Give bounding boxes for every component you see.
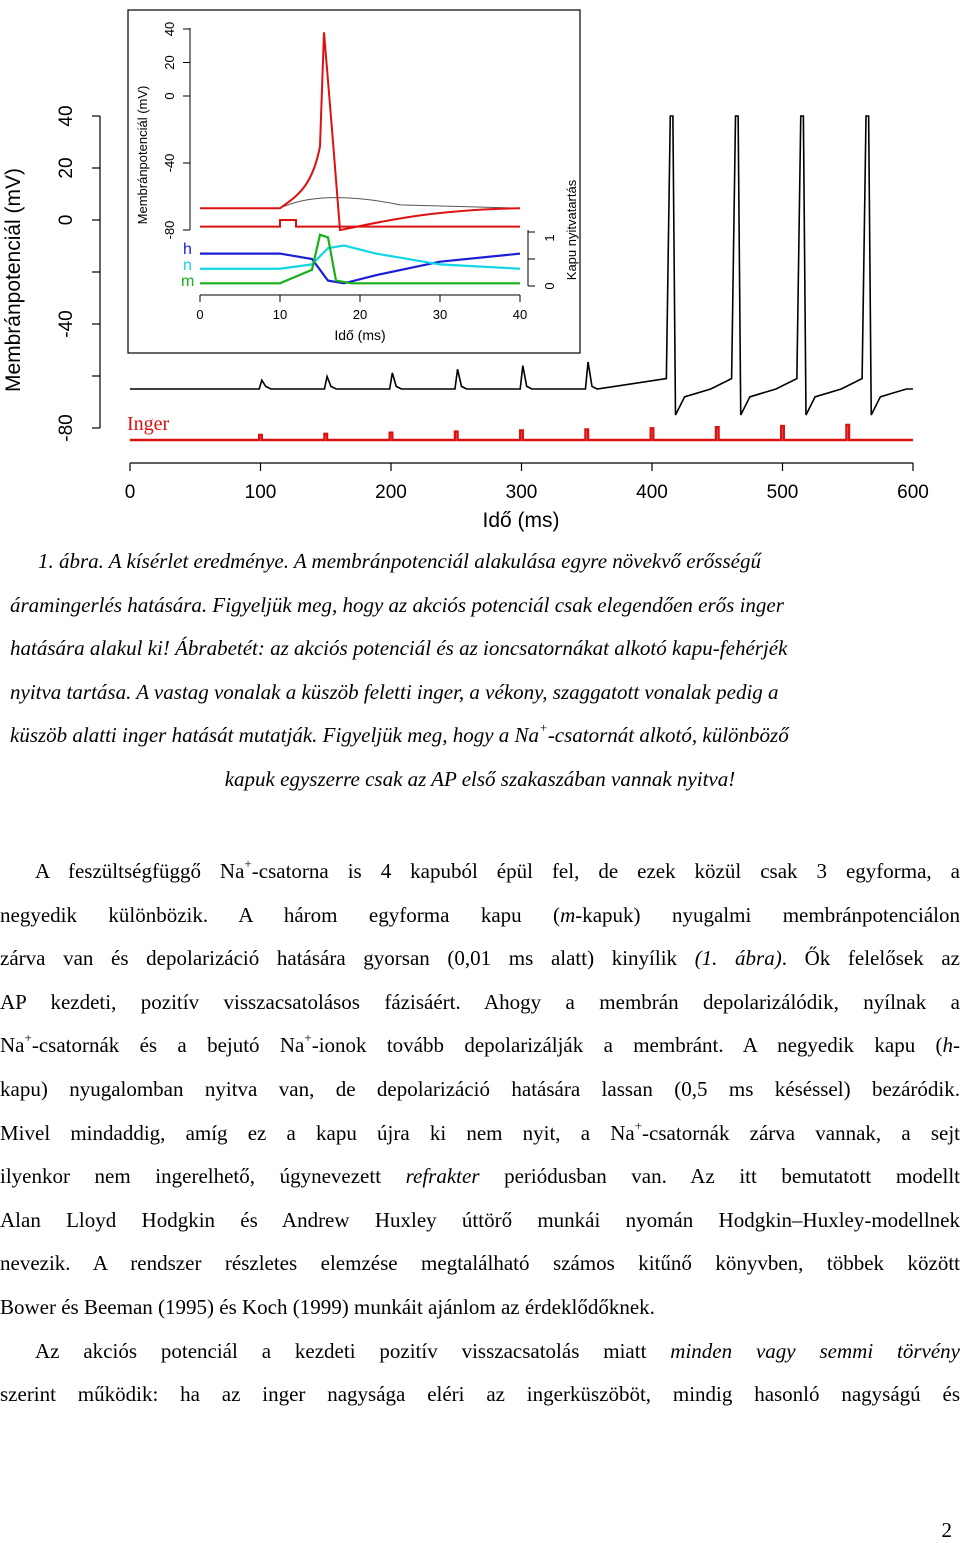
gate-label-m: m	[181, 273, 194, 290]
stimulus-label: Inger	[127, 413, 170, 435]
para1-line-7	[0, 1112, 960, 1156]
caption-line-1: 1. ábra. A kísérlet eredménye. A membránpotenciál alakulása egyre növekvő erősségű	[0, 540, 960, 584]
inset-chart	[128, 10, 580, 353]
main-x-tick-label: 300	[506, 482, 538, 503]
inset-x-tick-label: 20	[353, 307, 367, 322]
gate-label-n: n	[183, 257, 192, 274]
gate-label-h: h	[183, 241, 192, 258]
caption-sup-plus: +	[539, 720, 548, 735]
para2-l1-em: minden vagy semmi törvény	[670, 1339, 960, 1363]
inset-y2-tick-0: 0	[542, 282, 557, 289]
para1-l7-sup: +	[635, 1118, 642, 1133]
caption-line-5-b: -csatornát alkotó, különböző	[548, 723, 789, 747]
inset-y-tick-label: -40	[162, 154, 177, 173]
main-x-label: Idő (ms)	[482, 509, 559, 532]
figure-svg	[0, 0, 960, 540]
inset-x-tick-label: 10	[273, 307, 287, 322]
main-y-tick-0: 0	[56, 215, 77, 226]
main-x-tick-label: 100	[245, 482, 277, 503]
main-y-axis	[2, 105, 100, 441]
para1-l7b: -csatornák zárva vannak, a sejt	[642, 1121, 960, 1145]
para2-l1a: Az akciós potenciál a kezdeti pozitív visszacsatolás miatt	[35, 1339, 670, 1363]
inset-x-tick-label: 30	[433, 307, 447, 322]
para1-l5c: -ionok tovább depolarizálják a membránt. A negyedik kapu (	[312, 1033, 943, 1057]
inset-x-tick-label: 40	[513, 307, 527, 322]
para1-l3-em: (1. ábra)	[695, 946, 782, 970]
para1-l8b: periódusban van. Az itt bemutatott modellt	[480, 1164, 960, 1188]
para1-l5d: -	[953, 1033, 960, 1057]
caption-line-5-a: küszöb alatti inger hatását mutatják. Figyeljük meg, hogy a Na	[10, 723, 539, 747]
para1-line-11: Bower és Beeman (1995) és Koch (1999) munkáit ajánlom az érdeklődőknek.	[0, 1286, 960, 1330]
para1-l2a: negyedik különbözik. A három egyforma kapu (	[0, 903, 560, 927]
main-y-tick--40: -40	[56, 310, 77, 337]
figure-caption	[0, 540, 960, 802]
para1-l2b: -kapuk) nyugalmi membránpotenciálon	[575, 903, 960, 927]
para1-line-9: Alan Lloyd Hodgkin és Andrew Huxley úttörő munkái nyomán Hodgkin–Huxley-modellnek	[0, 1199, 960, 1243]
main-y-tick--80: -80	[56, 414, 77, 441]
para1-line-8	[0, 1155, 960, 1199]
figure	[0, 0, 960, 540]
para1-l8a: ilyenkor nem ingerelhető, úgynevezett	[0, 1164, 406, 1188]
main-x-axis	[125, 463, 929, 532]
caption-line-2: áramingerlés hatására. Figyeljük meg, hogy az akciós potenciál csak elegendően erős inger	[0, 584, 960, 628]
para1-l2-em: m	[560, 903, 575, 927]
inset-y2-label: Kapu nyitvatartás	[564, 179, 579, 280]
para1-l1b: -csatorna is 4 kapuból épül fel, de ezek közül csak 3 egyforma, a	[252, 859, 960, 883]
caption-line-3: hatására alakul ki! Ábrabetét: az akciós potenciál és az ioncsatornákat alkotó kapu-fehérjék	[0, 627, 960, 671]
inset-y-tick-label: 0	[162, 92, 177, 99]
main-x-tick-label: 200	[375, 482, 407, 503]
para1-line-3	[0, 937, 960, 981]
para1-l5-sup-1: +	[25, 1030, 32, 1045]
inset-y-tick-label: 20	[162, 55, 177, 69]
para1-line-10: nevezik. A rendszer részletes elemzése megtalálható számos kitűnő könyvben, többek között	[0, 1242, 960, 1286]
para2-line-1	[0, 1330, 960, 1374]
caption-line-5	[0, 714, 960, 758]
para1-l3a: zárva van és depolarizáció hatására gyorsan (0,01 ms alatt) kinyílik	[0, 946, 695, 970]
para1-line-5	[0, 1024, 960, 1068]
inset-x-label: Idő (ms)	[334, 327, 385, 343]
main-y-tick-40: 40	[56, 105, 77, 126]
para1-l5a: Na	[0, 1033, 25, 1057]
inset-y-tick-label: -80	[162, 221, 177, 240]
main-y-tick-20: 20	[56, 157, 77, 178]
main-x-tick-label: 600	[897, 482, 929, 503]
page-number: 2	[942, 1518, 953, 1543]
caption-line-6: kapuk egyszerre csak az AP első szakaszában vannak nyitva!	[0, 758, 960, 802]
inset-y-tick-label: 40	[162, 22, 177, 36]
main-x-tick-label: 0	[125, 482, 136, 503]
stimulus-trace	[130, 425, 913, 440]
para1-line-4: AP kezdeti, pozitív visszacsatolásos fázisáért. Ahogy a membrán depolarizálódik, nyílnak a	[0, 981, 960, 1025]
para2-line-2: szerint működik: ha az inger nagysága eléri az ingerküszöböt, mindig hasonló nagyságú és	[0, 1373, 960, 1417]
para1-l1-sup: +	[244, 856, 251, 871]
inset-y2-tick-1: 1	[542, 234, 557, 241]
para1-line-2	[0, 894, 960, 938]
para1-l8-em: refrakter	[406, 1164, 480, 1188]
main-y-label: Membránpotenciál (mV)	[2, 168, 25, 392]
body-text	[0, 850, 960, 1417]
para1-l3b: . Ők felelősek az	[782, 946, 960, 970]
main-x-tick-label: 500	[767, 482, 799, 503]
para1-l7a: Mivel mindaddig, amíg ez a kapu újra ki nem nyit, a Na	[0, 1121, 635, 1145]
para1-l1a: A feszültségfüggő Na	[35, 859, 244, 883]
caption-line-4: nyitva tartása. A vastag vonalak a küszöb feletti inger, a vékony, szaggatott vonalak pedig a	[0, 671, 960, 715]
main-x-tick-label: 400	[636, 482, 668, 503]
para1-l5-sup-2: +	[304, 1030, 311, 1045]
inset-x-tick-label: 0	[196, 307, 203, 322]
para1-line-1	[0, 850, 960, 894]
para1-l5b: -csatornák és a bejutó Na	[32, 1033, 305, 1057]
para1-l5-em: h	[943, 1033, 954, 1057]
inset-y-label: Membránpotenciál (mV)	[135, 86, 150, 225]
para1-line-6: kapu) nyugalomban nyitva van, de depolarizáció hatására lassan (0,5 ms késéssel) bezáródik.	[0, 1068, 960, 1112]
